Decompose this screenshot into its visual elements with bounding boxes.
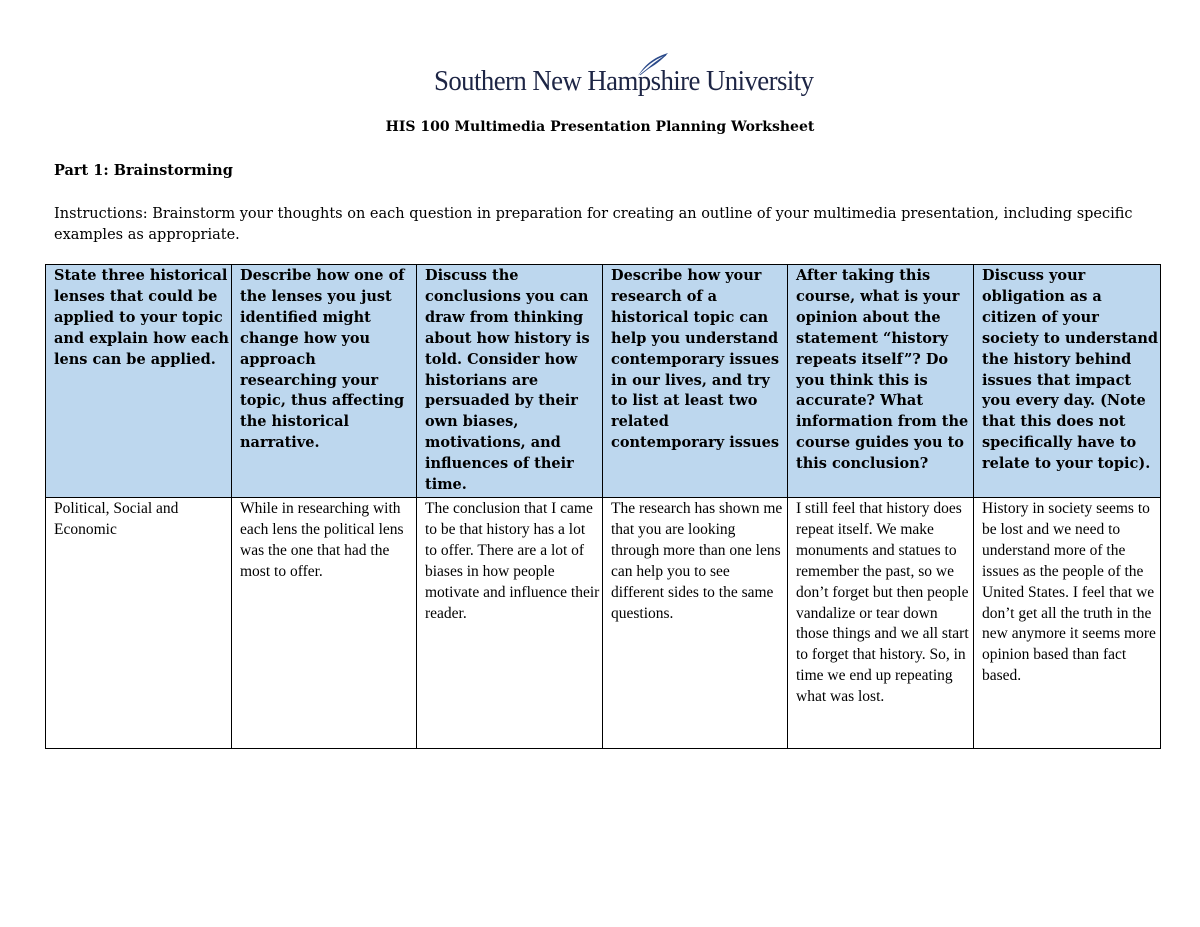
table-header-row [46,265,1161,498]
column-header-lenses: State three historical lenses that could be applied to your topic and explain how each lens can be applied. [46,265,232,498]
column-header-conclusions: Discuss the conclusions you can draw from thinking about how history is told. Consider how historians are persuaded by their own biases, motivations, and influences of their time. [417,265,603,498]
table-row [46,497,1161,748]
answer-cell-history-repeats[interactable]: I still feel that history does repeat itself. We make monuments and statues to remember the past, so we don’t forget but then people vandalize or tear down those things and we all start to forget that history. So, in time we end up repeating what was lost. [788,497,974,748]
university-name: Southern New Hampshire University [434,66,814,97]
column-header-history-repeats: After taking this course, what is your opinion about the statement “history repeats itself”? Do you think this is accurate? What information from the course guides you to this conclusion? [788,265,974,498]
answer-cell-conclusions[interactable]: The conclusion that I came to be that history has a lot to offer. There are a lot of biases in how people motivate and influence their reader. [417,497,603,748]
answer-cell-citizen-obligation[interactable]: History in society seems to be lost and we need to understand more of the issues as the people of the United States. I feel that we don’t get all the truth in the new anymore it seems more opinion based than fact based. [974,497,1161,748]
column-header-citizen-obligation: Discuss your obligation as a citizen of your society to understand the history behind issues that impact you every day. (Note that this does not specifically have to relate to your topic). [974,265,1161,498]
part-heading: Part 1: Brainstorming [54,162,233,179]
instructions-text: Instructions: Brainstorm your thoughts on each question in preparation for creating an outline of your multimedia presentation, including specific examples as appropriate. [54,206,1133,243]
column-header-approach: Describe how one of the lenses you just identified might change how you approach researching your topic, thus affecting the historical narrative. [232,265,417,498]
column-header-contemporary-issues: Describe how your research of a historical topic can help you understand contemporary issues in our lives, and try to list at least two related contemporary issues [603,265,788,498]
quill-icon [636,52,670,78]
brainstorming-table [45,264,1161,749]
answer-cell-contemporary-issues[interactable]: The research has shown me that you are looking through more than one lens can help you to see different sides to the same questions. [603,497,788,748]
document-title: HIS 100 Multimedia Presentation Planning Worksheet [385,119,815,135]
university-logo [434,52,814,104]
answer-cell-lenses[interactable]: Political, Social and Economic [46,497,232,748]
answer-cell-approach[interactable]: While in researching with each lens the political lens was the one that had the most to offer. [232,497,417,748]
